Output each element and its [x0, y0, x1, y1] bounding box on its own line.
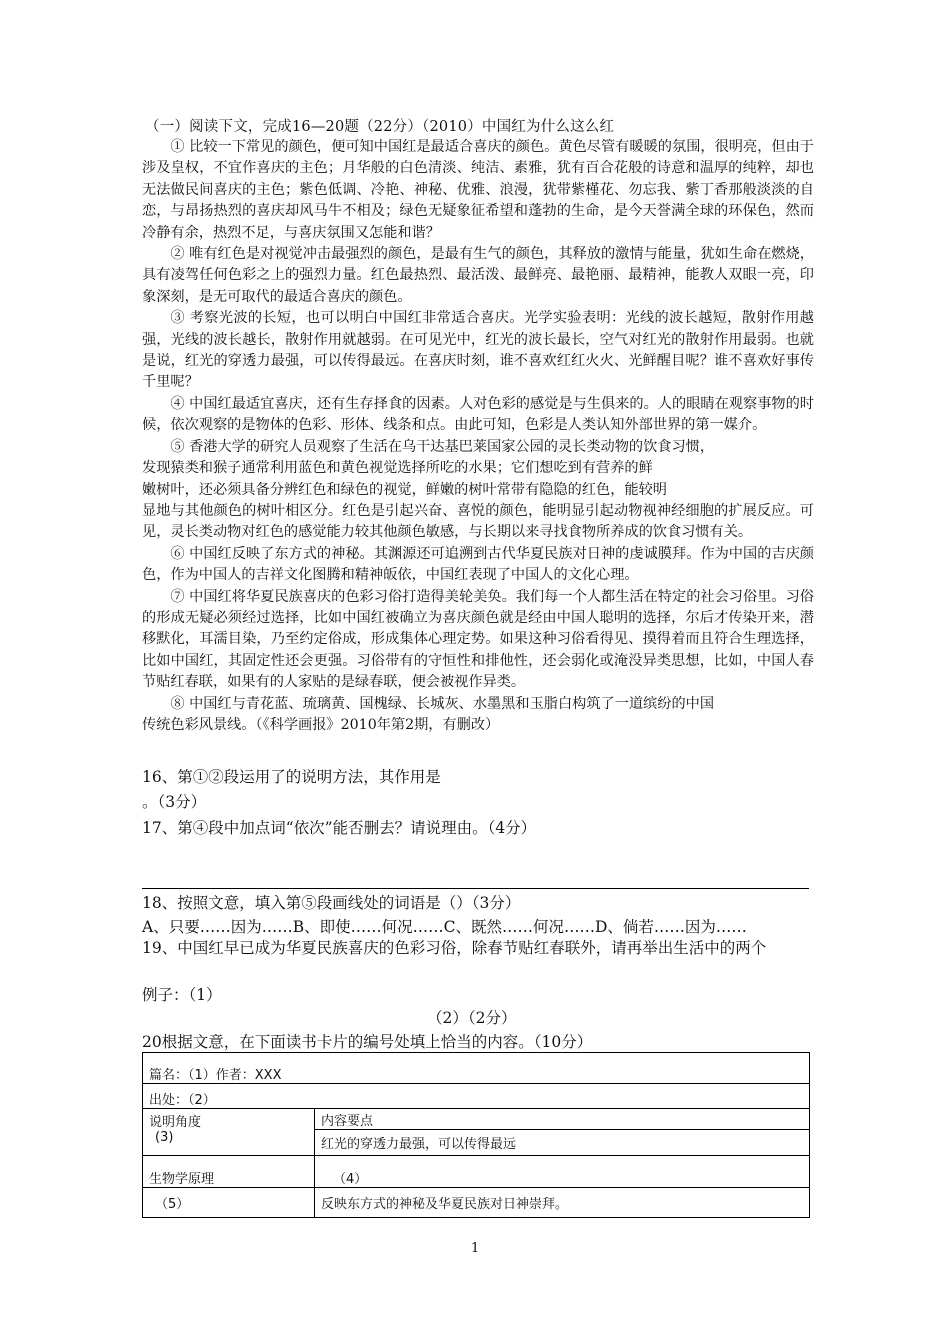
- paragraph-4: ④ 中国红最适宜喜庆，还有生存择食的因素。人对色彩的感觉是与生俱来的。人的眼睛在观察事物的时候，依次观察的是物体的色彩、形体、线条和点。由此可知，色彩是人类认知外部世界的第一媒介。: [142, 395, 814, 434]
- card-source: 出处：（2）: [143, 1084, 810, 1109]
- passage-body: [142, 137, 814, 736]
- card-header-points: 内容要点: [315, 1109, 810, 1130]
- paragraph-8-line-1: ⑧ 中国红与青花蓝、琉璃黄、国槐绿、长城灰、水墨黑和玉脂白构筑了一道缤纷的中国: [170, 695, 715, 712]
- question-20: 20根据文意，在下面读书卡片的编号处填上恰当的内容。（10分）: [142, 1033, 593, 1051]
- card-cell-point-3: 红光的穿透力最强，可以传得最远: [315, 1130, 810, 1156]
- card-cell-point-5: 反映东方式的神秘及华夏民族对日神崇拜。: [315, 1188, 810, 1218]
- question-17: 17、第④段中加点词“依次”能否删去？请说理由。（4分）: [142, 819, 537, 837]
- passage-title: （一）阅读下文，完成16—20题（22分）（2010）中国红为什么这么红: [145, 119, 615, 135]
- answer-line: [142, 888, 809, 889]
- question-19-example-2: （2）（2分）: [427, 1009, 517, 1027]
- paragraph-5-line-1: ⑤ 香港大学的研究人员观察了生活在乌干达基巴莱国家公园的灵长类动物的饮食习惯，: [170, 438, 715, 455]
- paragraph-3: ③ 考察光波的长短，也可以明白中国红非常适合喜庆。光学实验表明：光线的波长越短，散射作用越强，光线的波长越长，散射作用就越弱。在可见光中，红光的波长最长，空气对红光的散射作用最弱。也就是说，红光的穿透力最强，可以传得最远。在喜庆时刻，谁不喜欢红红火火、光鲜醒目呢？谁不喜欢好事传千里呢？: [142, 310, 814, 391]
- paragraph-8-line-2: 传统色彩风景线。（《科学画报》2010年第2期，有删改）: [142, 716, 500, 733]
- page-number: 1: [471, 1241, 480, 1256]
- question-16: 16、第①②段运用了的说明方法，其作用是: [142, 768, 441, 786]
- paragraph-7: ⑦ 中国红将华夏民族喜庆的色彩习俗打造得美轮美奂。我们每一个人都生活在特定的社会习俗里。习俗的形成无疑必须经过选择，比如中国红被确立为喜庆颜色就是经由中国人聪明的选择，尔后才传染开来，潜移默化，耳濡目染，乃至约定俗成，形成集体心理定势。如果这种习俗看得见、摸得着而且符合生理选择，比如中国红，其固定性还会更强。习俗带有的守恒性和排他性，还会弱化或淹没异类思想，比如，中国人春节贴红春联，如果有的人家贴的是绿春联，便会被视作异类。: [142, 588, 814, 691]
- paragraph-5-rest: 显地与其他颜色的树叶相区分。红色是引起兴奋、喜悦的颜色，能明显引起动物视神经细胞的扩展反应。可见，灵长类动物对红色的感觉能力较其他颜色敏感，与长期以来寻找食物所养成的饮食习惯有关。: [142, 502, 814, 541]
- reading-card-table: [142, 1052, 810, 1218]
- paragraph-2: ② 唯有红色是对视觉冲击最强烈的颜色，是最有生气的颜色，其释放的激情与能量，犹如生命在燃烧，具有凌驾任何色彩之上的强烈力量。红色最热烈、最活泼、最鲜亮、最艳丽、最精神，能教人双眼一亮，印象深刻，是无可取代的最适合喜庆的颜色。: [142, 246, 814, 305]
- question-19: 19、中国红早已成为华夏民族喜庆的色彩习俗，除春节贴红春联外，请再举出生活中的两个: [142, 939, 767, 957]
- card-cell-angle-4: 生物学原理: [143, 1156, 315, 1188]
- card-header-angle: 说明角度: [143, 1109, 315, 1130]
- card-cell-point-4: （4）: [315, 1156, 810, 1188]
- card-cell-angle-5: （5）: [143, 1188, 315, 1218]
- question-18: 18、按照文意，填入第⑤段画线处的词语是（）（3分）: [142, 894, 521, 912]
- card-title-author: 篇名：（1）作者：XXX: [143, 1053, 810, 1084]
- question-16-score: 。（3分）: [142, 793, 207, 811]
- paragraph-5-line-3: 嫩树叶，还必须具备分辨红色和绿色的视觉，鲜嫩的树叶常带有隐隐的红色，能较明: [142, 481, 667, 498]
- paragraph-6: ⑥ 中国红反映了东方式的神秘。其渊源还可追溯到古代华夏民族对日神的虔诚膜拜。作为中国的吉庆颜色，作为中国人的吉祥文化图腾和精神皈依，中国红表现了中国人的文化心理。: [142, 545, 814, 584]
- card-cell-angle-3: (3): [143, 1130, 315, 1156]
- paragraph-1: ① 比较一下常见的颜色，便可知中国红是最适合喜庆的颜色。黄色尽管有暖暖的氛围，很明亮，但由于涉及皇权，不宜作喜庆的主色；月华般的白色清淡、纯洁、素雅，犹有百合花般的诗意和温厚的纯粹，却也无法做民间喜庆的主色；紫色低调、冷艳、神秘、优雅、浪漫，犹带紫槿花、勿忘我、紫丁香那般淡淡的自恋，与昂扬热烈的喜庆却风马牛不相及；绿色无疑象征希望和蓬勃的生命，是今天誉满全球的环保色，然而冷静有余，热烈不足，与喜庆氛围又怎能和谐？: [142, 139, 814, 241]
- question-19-example-1: 例子：（1）: [142, 986, 222, 1004]
- paragraph-5-line-2: 发现猿类和猴子通常利用蓝色和黄色视觉选择所吃的水果；它们想吃到有营养的鲜: [142, 460, 653, 477]
- question-18-options: A、只要……因为……B、即使……何况……C、既然……何况……D、倘若……因为……: [142, 918, 747, 936]
